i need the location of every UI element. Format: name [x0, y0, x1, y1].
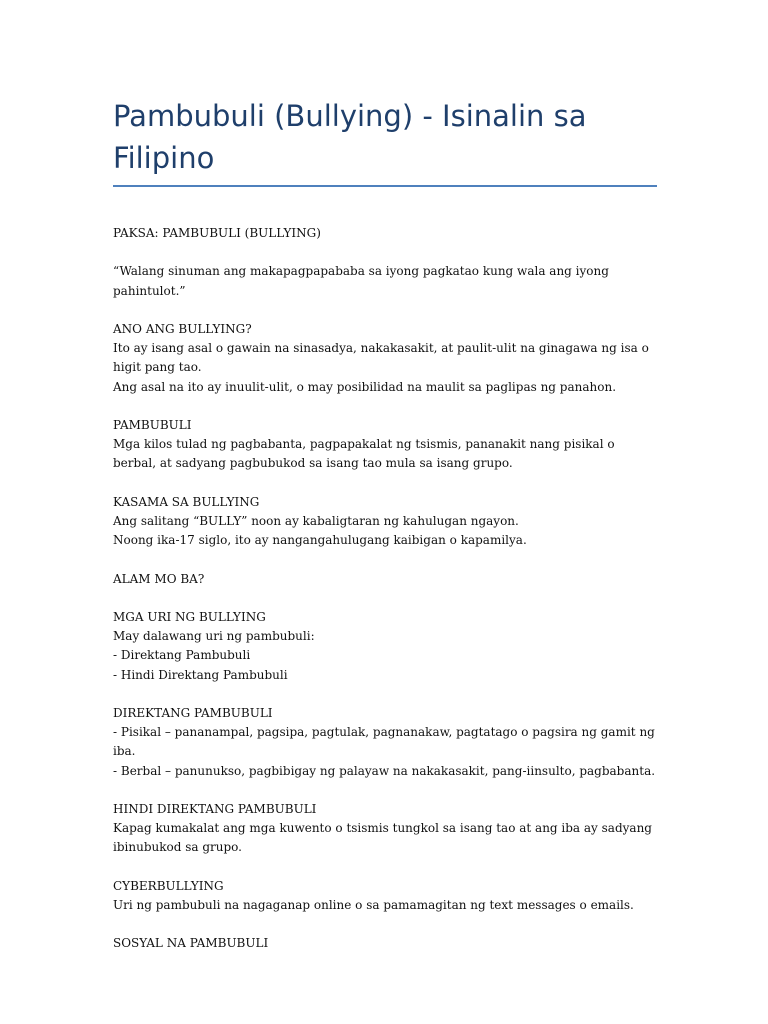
section-alam-mo-ba [113, 570, 657, 589]
paragraph-line: Ang asal na ito ay inuulit-ulit, o may posibilidad na maulit sa paglipas ng panahon. [113, 379, 617, 394]
quote-text: “Walang sinuman ang makapagpapababa sa iyong pagkatao kung wala ang iyong pahintulot.” [113, 264, 609, 298]
section-quote [113, 262, 657, 300]
section-heading: ANO ANG BULLYING? [113, 321, 252, 336]
paragraph-line: Mga kilos tulad ng pagbabanta, pagpapakalat ng tsismis, pananakit nang pisikal o berbal, at sadyang pagbubukod sa isang tao mula sa isang grupo. [113, 437, 615, 471]
topic-line: PAKSA: PAMBUBULI (BULLYING) [113, 226, 321, 240]
section-heading: PAMBUBULI [113, 417, 192, 432]
section-heading: CYBERBULLYING [113, 878, 224, 893]
section-types [113, 608, 657, 685]
section-indirect [113, 800, 657, 858]
section-heading: SOSYAL NA PAMBUBULI [113, 936, 269, 951]
paragraph-line: Uri ng pambubuli na nagaganap online o sa pamamagitan ng text messages o emails. [113, 897, 634, 912]
paragraph-line: Ito ay isang asal o gawain na sinasadya, nakakasakit, at paulit-ulit na ginagawa ng isa o higit pang tao. [113, 341, 649, 375]
paragraph-line: Ang salitang “BULLY” noon ay kabaligtaran ng kahulugan ngayon. [113, 513, 519, 528]
section-social [113, 934, 657, 953]
paragraph-line: May dalawang uri ng pambubuli: [113, 629, 315, 644]
section-kasama [113, 493, 657, 551]
section-cyberbullying [113, 877, 657, 915]
section-what-is-bullying [113, 320, 657, 397]
section-heading: HINDI DIREKTANG PAMBUBULI [113, 801, 317, 816]
list-item: - Hindi Direktang Pambubuli [113, 667, 288, 682]
document-title: Pambubuli (Bullying) - Isinalin sa Filipino [113, 95, 657, 187]
section-heading: KASAMA SA BULLYING [113, 494, 260, 509]
section-heading: ALAM MO BA? [113, 571, 205, 586]
section-direct [113, 704, 657, 781]
section-heading: MGA URI NG BULLYING [113, 609, 266, 624]
section-pambubuli [113, 416, 657, 474]
document-page [113, 95, 657, 973]
section-heading: DIREKTANG PAMBUBULI [113, 705, 273, 720]
document-body [113, 224, 657, 954]
list-item: - Pisikal – pananampal, pagsipa, pagtulak, pagnanakaw, pagtatago o pagsira ng gamit ng iba. [113, 725, 655, 759]
list-item: - Berbal – panunukso, pagbibigay ng palayaw na nakakasakit, pang-iinsulto, pagbabanta. [113, 763, 656, 778]
paragraph-line: Kapag kumakalat ang mga kuwento o tsismis tungkol sa isang tao at ang iba ay sadyang ibinubukod sa grupo. [113, 821, 652, 855]
section-topic [113, 224, 657, 243]
paragraph-line: Noong ika-17 siglo, ito ay nangangahulugang kaibigan o kapamilya. [113, 533, 527, 548]
list-item: - Direktang Pambubuli [113, 648, 251, 663]
